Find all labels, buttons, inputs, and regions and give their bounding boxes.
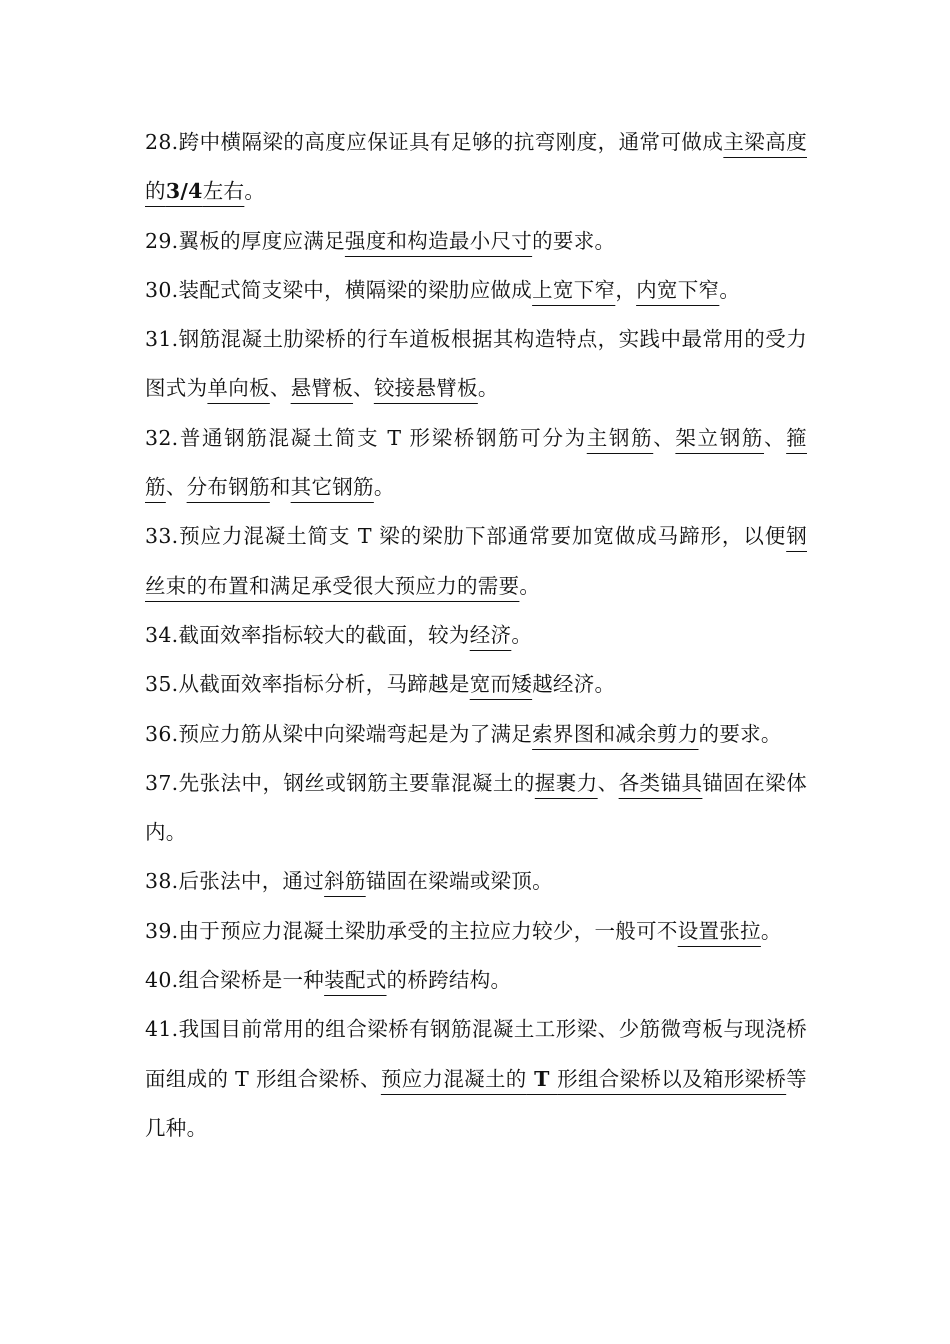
text-segment: 的要求。 [698,721,782,746]
text-segment: 36.预应力筋从梁中向梁端弯起是为了满足 [145,721,533,746]
text-segment: 39.由于预应力混凝土梁肋承受的主拉应力较少，一般可不 [145,918,678,943]
text-segment: 、 [269,376,291,401]
answer-blank: 左右 [202,179,245,204]
question-40 [145,956,807,1005]
text-segment: 28.跨中横隔梁的高度应保证具有足够的抗弯刚度，通常可做成 [145,130,724,154]
text-segment: 33.预应力混凝土简支 T 梁的梁肋下部通常要加宽做成马蹄形，以便 [145,524,787,549]
question-30 [145,266,807,315]
text-segment: 。 [244,179,266,204]
question-41 [145,1005,807,1153]
answer-blank: 箍筋 [145,425,807,500]
text-segment: 、 [353,376,374,401]
answer-blank: 预应力混凝土的 [380,1066,527,1091]
answer-blank: 经济 [469,622,512,647]
text-segment: 。 [477,376,499,401]
answer-blank: 各类锚具 [618,770,703,795]
text-segment: 、 [764,425,787,450]
question-37 [145,759,807,858]
answer-blank: 钢丝束的布置和满足承受很大预应力的需要 [145,524,807,598]
answer-blank: 架立钢筋 [675,425,765,450]
text-segment: 和 [269,475,291,500]
text-segment: 的桥跨结构。 [386,968,512,993]
answer-blank: 悬臂板 [290,376,354,401]
text-segment: 35.从截面效率指标分析，马蹄越是 [145,672,470,697]
text-segment: 31.钢筋混凝土肋梁桥的行车道板根据其构造特点，实践中最常用的受力图式为 [145,327,807,401]
question-38 [145,857,807,906]
answer-blank: 握裹力 [534,770,598,795]
text-segment: 、 [653,425,676,450]
answer-blank: 上宽下窄 [532,277,616,302]
question-35 [145,660,807,709]
question-32 [145,414,807,513]
question-34 [145,611,807,660]
document-page [145,118,807,1153]
text-segment: 32.普通钢筋混凝土简支 T 形梁桥钢筋可分为 [145,425,587,450]
text-segment: 38.后张法中，通过 [145,869,325,894]
answer-blank: 索界图和减余剪力 [532,721,699,746]
answer-blank: 强度和构造最小尺寸 [344,228,533,253]
text-segment: 锚固在梁体内。 [145,770,808,845]
question-39 [145,907,807,956]
text-segment: 、 [597,770,619,795]
answer-blank: 主梁高度的 [145,130,807,204]
text-segment: 。 [760,918,782,943]
text-segment: 、 [165,475,187,500]
answer-blank: 形组合梁桥以及箱形梁桥 [557,1066,787,1091]
text-segment: 37.先张法中，钢丝或钢筋主要靠混凝土的 [145,770,535,795]
question-31 [145,315,807,414]
answer-blank: 分布钢筋 [186,475,270,500]
question-36 [145,710,807,759]
text-segment: 。 [511,622,533,647]
text-segment: 的要求。 [532,228,616,253]
answer-blank: 装配式 [324,968,387,993]
answer-blank: 宽而矮 [469,672,533,697]
answer-blank: 主钢筋 [586,425,654,450]
text-segment: 等几种。 [145,1066,807,1140]
answer-blank: 单向板 [207,376,270,401]
answer-blank: 其它钢筋 [290,475,374,500]
answer-blank: 3/4 [165,179,203,204]
answer-blank: 斜筋 [324,869,366,894]
question-28 [145,118,807,217]
answer-blank: 内宽下窄 [636,277,720,302]
text-segment: 34.截面效率指标较大的截面，较为 [145,622,470,647]
text-segment: 30.装配式简支梁中，横隔梁的梁肋应做成 [145,277,533,302]
question-29 [145,217,807,266]
text-segment: ， [615,277,637,302]
answer-blank: 铰接悬臂板 [373,376,478,401]
text-segment: 29.翼板的厚度应满足 [145,228,345,253]
answer-blank: 设置张拉 [677,918,761,943]
question-33 [145,512,807,611]
text-segment: 。 [373,475,395,500]
text-segment: 。 [719,277,741,302]
text-segment: 40.组合梁桥是一种 [145,968,325,993]
text-segment: 越经济。 [532,672,616,697]
answer-blank: T [526,1066,558,1091]
text-segment: 41.我国目前常用的组合梁桥有钢筋混凝土工形梁、少筋微弯板与现浇桥面组成的 T 形组合梁桥、 [145,1017,807,1091]
text-segment: 。 [519,573,541,598]
text-segment: 锚固在梁端或梁顶。 [365,869,553,894]
